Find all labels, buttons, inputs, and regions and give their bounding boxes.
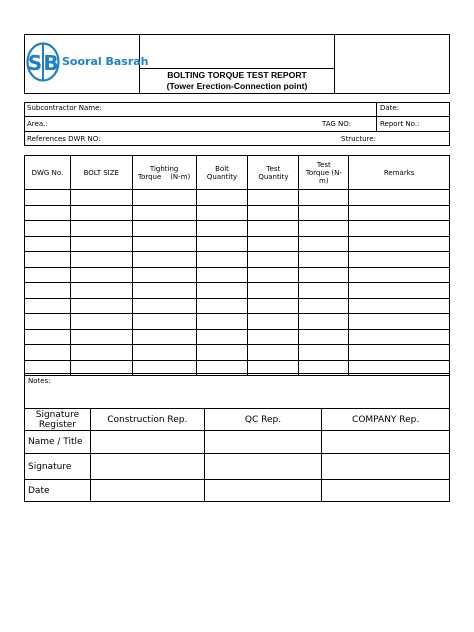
table-cell[interactable] [196, 329, 248, 345]
table-cell[interactable] [70, 345, 132, 361]
table-cell[interactable] [299, 252, 349, 268]
report-title [140, 70, 334, 92]
table-row [25, 236, 450, 252]
table-row [25, 252, 450, 268]
table-cell[interactable] [349, 221, 450, 237]
table-body [25, 190, 450, 376]
table-cell[interactable] [70, 283, 132, 299]
col-tighting-torque [132, 156, 196, 190]
table-cell[interactable] [132, 345, 196, 361]
tag-no-label: TAG NO: [322, 120, 352, 128]
table-cell[interactable] [299, 298, 349, 314]
table-cell[interactable] [248, 252, 299, 268]
table-cell[interactable] [196, 345, 248, 361]
col-dwg-no: DWG No. [25, 156, 71, 190]
report-no-label: Report No.: [380, 120, 420, 128]
table-cell[interactable] [25, 205, 71, 221]
col-test-torque [299, 156, 349, 190]
table-row [25, 267, 450, 283]
col-bolt-quantity-l2: Quantity [206, 172, 238, 181]
table-cell[interactable] [248, 221, 299, 237]
notes-box [24, 373, 450, 408]
table-row [25, 314, 450, 330]
table-cell[interactable] [132, 252, 196, 268]
signature-construction-field[interactable] [90, 454, 204, 480]
subcontractor-label: Subcontractor Name: [27, 104, 102, 112]
table-cell[interactable] [299, 314, 349, 330]
company-logo [26, 42, 149, 82]
col-bolt-quantity [196, 156, 248, 190]
table-cell[interactable] [349, 345, 450, 361]
table-row [25, 205, 450, 221]
table-cell[interactable] [70, 205, 132, 221]
table-cell[interactable] [248, 314, 299, 330]
table-cell[interactable] [349, 252, 450, 268]
date-construction-field[interactable] [90, 480, 204, 502]
date-row [25, 480, 450, 502]
table-cell[interactable] [132, 267, 196, 283]
table-cell[interactable] [25, 252, 71, 268]
references-label: References DWR NO: [27, 135, 101, 143]
table-cell[interactable] [349, 190, 450, 206]
table-cell[interactable] [25, 329, 71, 345]
table-cell[interactable] [25, 236, 71, 252]
table-cell[interactable] [132, 236, 196, 252]
table-cell[interactable] [70, 314, 132, 330]
table-cell[interactable] [196, 283, 248, 299]
table-cell[interactable] [248, 205, 299, 221]
table-cell[interactable] [132, 283, 196, 299]
signature-qc-field[interactable] [204, 454, 322, 480]
col-bolt-quantity-l1: Bolt [215, 164, 229, 173]
construction-rep-header: Construction Rep. [90, 409, 204, 431]
table-cell[interactable] [25, 267, 71, 283]
table-cell[interactable] [196, 314, 248, 330]
table-row [25, 190, 450, 206]
area-label: Area.: [27, 120, 48, 128]
table-row [25, 345, 450, 361]
table-cell[interactable] [248, 283, 299, 299]
date-company-field[interactable] [322, 480, 450, 502]
table-cell[interactable] [196, 236, 248, 252]
table-cell[interactable] [349, 314, 450, 330]
report-title-line1: BOLTING TORQUE TEST REPORT [167, 70, 307, 80]
table-cell[interactable] [299, 329, 349, 345]
header-divider-right [334, 34, 335, 94]
table-row [25, 283, 450, 299]
table-cell[interactable] [248, 190, 299, 206]
table-cell[interactable] [196, 221, 248, 237]
logo-mark-icon [26, 42, 60, 82]
name-title-row [25, 431, 450, 454]
company-name: Sooral Basrah [62, 55, 149, 68]
info-col-line [376, 102, 377, 132]
signature-row [25, 454, 450, 480]
col-test-torque-l3: m) [319, 176, 329, 185]
table-cell[interactable] [25, 298, 71, 314]
table-cell[interactable] [299, 236, 349, 252]
table-cell[interactable] [25, 190, 71, 206]
table-cell[interactable] [299, 221, 349, 237]
col-remarks: Remarks [349, 156, 450, 190]
signature-register-l1: Signature [35, 409, 80, 420]
table-cell[interactable] [70, 236, 132, 252]
table-cell[interactable] [349, 236, 450, 252]
table-cell[interactable] [70, 267, 132, 283]
col-test-torque-l1: Test [316, 160, 331, 169]
table-cell[interactable] [132, 298, 196, 314]
signature-register-l2: Register [38, 419, 76, 430]
table-cell[interactable] [196, 298, 248, 314]
col-tighting-torque-l1: Tighting [149, 164, 179, 173]
table-cell[interactable] [132, 205, 196, 221]
table-cell[interactable] [25, 221, 71, 237]
col-test-quantity [248, 156, 299, 190]
company-rep-header: COMPANY Rep. [322, 409, 450, 431]
table-cell[interactable] [132, 190, 196, 206]
table-cell[interactable] [132, 329, 196, 345]
table-cell[interactable] [299, 190, 349, 206]
table-cell[interactable] [70, 252, 132, 268]
col-test-quantity-l2: Quantity [258, 172, 289, 181]
signature-company-field[interactable] [322, 454, 450, 480]
table-cell[interactable] [70, 190, 132, 206]
date-qc-field[interactable] [204, 480, 322, 502]
svg-text:S: S [27, 51, 43, 75]
table-cell[interactable] [25, 283, 71, 299]
notes-label: Notes: [28, 377, 51, 385]
table-cell[interactable] [349, 267, 450, 283]
table-cell[interactable] [349, 205, 450, 221]
qc-rep-header: QC Rep. [204, 409, 322, 431]
table-cell[interactable] [248, 329, 299, 345]
table-row [25, 298, 450, 314]
table-cell[interactable] [25, 345, 71, 361]
name-title-construction-field[interactable] [90, 431, 204, 454]
table-cell[interactable] [196, 205, 248, 221]
structure-label: Structure: [341, 135, 376, 143]
table-cell[interactable] [299, 283, 349, 299]
name-title-qc-field[interactable] [204, 431, 322, 454]
table-cell[interactable] [132, 221, 196, 237]
table-cell[interactable] [299, 205, 349, 221]
table-cell[interactable] [248, 298, 299, 314]
signature-register-cell [25, 409, 91, 431]
table-cell[interactable] [349, 283, 450, 299]
table-cell[interactable] [299, 345, 349, 361]
table-cell[interactable] [248, 236, 299, 252]
col-test-quantity-l1: Test [266, 164, 281, 173]
table-cell[interactable] [349, 298, 450, 314]
info-row-line-2 [24, 131, 450, 132]
table-cell[interactable] [70, 298, 132, 314]
signature-header-row [25, 409, 450, 431]
table-cell[interactable] [132, 314, 196, 330]
table-cell[interactable] [299, 267, 349, 283]
table-cell[interactable] [196, 252, 248, 268]
header-divider-mid [139, 68, 335, 69]
torque-table [24, 155, 450, 376]
col-bolt-size: BOLT SIZE [70, 156, 132, 190]
name-title-company-field[interactable] [322, 431, 450, 454]
table-cell[interactable] [70, 329, 132, 345]
table-cell[interactable] [196, 267, 248, 283]
table-header-row [25, 156, 450, 190]
sig-date-label: Date [25, 480, 91, 502]
table-cell[interactable] [70, 221, 132, 237]
signature-label: Signature [25, 454, 91, 480]
table-row [25, 329, 450, 345]
table-row [25, 221, 450, 237]
svg-text:B: B [43, 51, 59, 75]
table-cell[interactable] [248, 267, 299, 283]
signature-table [24, 408, 450, 502]
col-test-torque-l2: Torque (N- [305, 168, 342, 177]
name-title-label: Name / Title [25, 431, 91, 454]
table-cell[interactable] [248, 345, 299, 361]
table-cell[interactable] [25, 314, 71, 330]
table-cell[interactable] [196, 190, 248, 206]
report-title-line2: (Tower Erection-Connection point) [166, 81, 308, 91]
info-row-line-1 [24, 116, 450, 117]
col-tighting-torque-l2: Torque (N-m) [137, 172, 191, 181]
date-label: Date: [380, 104, 400, 112]
table-cell[interactable] [349, 329, 450, 345]
